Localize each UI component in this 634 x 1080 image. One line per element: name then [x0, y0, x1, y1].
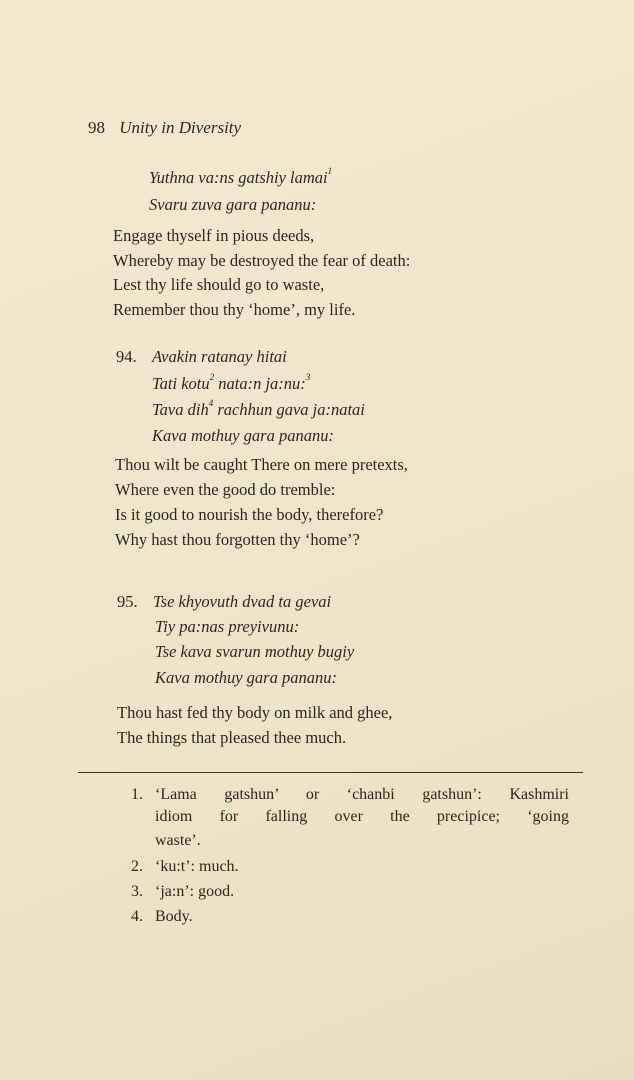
footnote-number: 4. — [131, 908, 143, 925]
translation-line: The things that pleased thee much. — [117, 728, 347, 747]
verse-line: Tiy pa:nas preyivunu: — [155, 617, 300, 636]
verse-number: 95. — [117, 592, 138, 611]
footnote-rule — [78, 772, 583, 773]
translation-line: Where even the good do tremble: — [115, 480, 336, 499]
footnote-text: idiom for falling over the precipice; ‘going — [155, 808, 569, 825]
verse-line: Tse khyovuth dvad ta gevai — [153, 592, 332, 611]
translation-line: Whereby may be destroyed the fear of death: — [113, 251, 411, 270]
verse-line: Tati kotu$^2$ nata:n ja:nu:$^3$ — [152, 372, 311, 393]
footnote-number: 2. — [131, 858, 143, 875]
footnote-number: 1. — [131, 786, 143, 803]
verse-line: Kava mothuy gara pananu: — [152, 426, 334, 445]
footnote-text: waste’. — [155, 832, 201, 849]
footnote-text: ‘ja:n’: good. — [155, 883, 235, 900]
page-number: 98 — [88, 118, 105, 137]
verse-number: 94. — [116, 347, 137, 366]
translation-line: Thou hast fed thy body on milk and ghee, — [117, 703, 393, 722]
verse-line: Yuthna va:ns gatshiy lamai$^1$ — [149, 166, 333, 187]
verse-line: Kava mothuy gara pananu: — [155, 668, 337, 687]
running-header — [88, 118, 241, 138]
verse-line: Svaru zuva gara pananu: — [149, 195, 317, 214]
footnote-text: ‘ku:t’: much. — [155, 858, 239, 875]
translation-line: Thou wilt be caught There on mere pretexts, — [115, 455, 408, 474]
running-title: Unity in Diversity — [119, 118, 242, 137]
verse-line: Tava dih$^4$ rachhun gava ja:natai — [152, 398, 365, 419]
translation-line: Lest thy life should go to waste, — [113, 275, 325, 294]
footnote-number: 3. — [131, 883, 143, 900]
translation-line: Remember thou thy ‘home’, my life. — [113, 300, 356, 319]
translation-line: Engage thyself in pious deeds, — [113, 226, 315, 245]
verse-line: Tse kava svarun mothuy bugiy — [155, 642, 355, 661]
translation-line: Why hast thou forgotten thy ‘home’? — [115, 530, 360, 549]
footnote-text: Body. — [155, 908, 193, 925]
footnote-text: ‘Lama gatshun’ or ‘chanbi gatshun’: Kashmiri — [155, 786, 569, 803]
translation-line: Is it good to nourish the body, therefore? — [115, 505, 384, 524]
verse-line: Avakin ratanay hitai — [152, 347, 287, 366]
